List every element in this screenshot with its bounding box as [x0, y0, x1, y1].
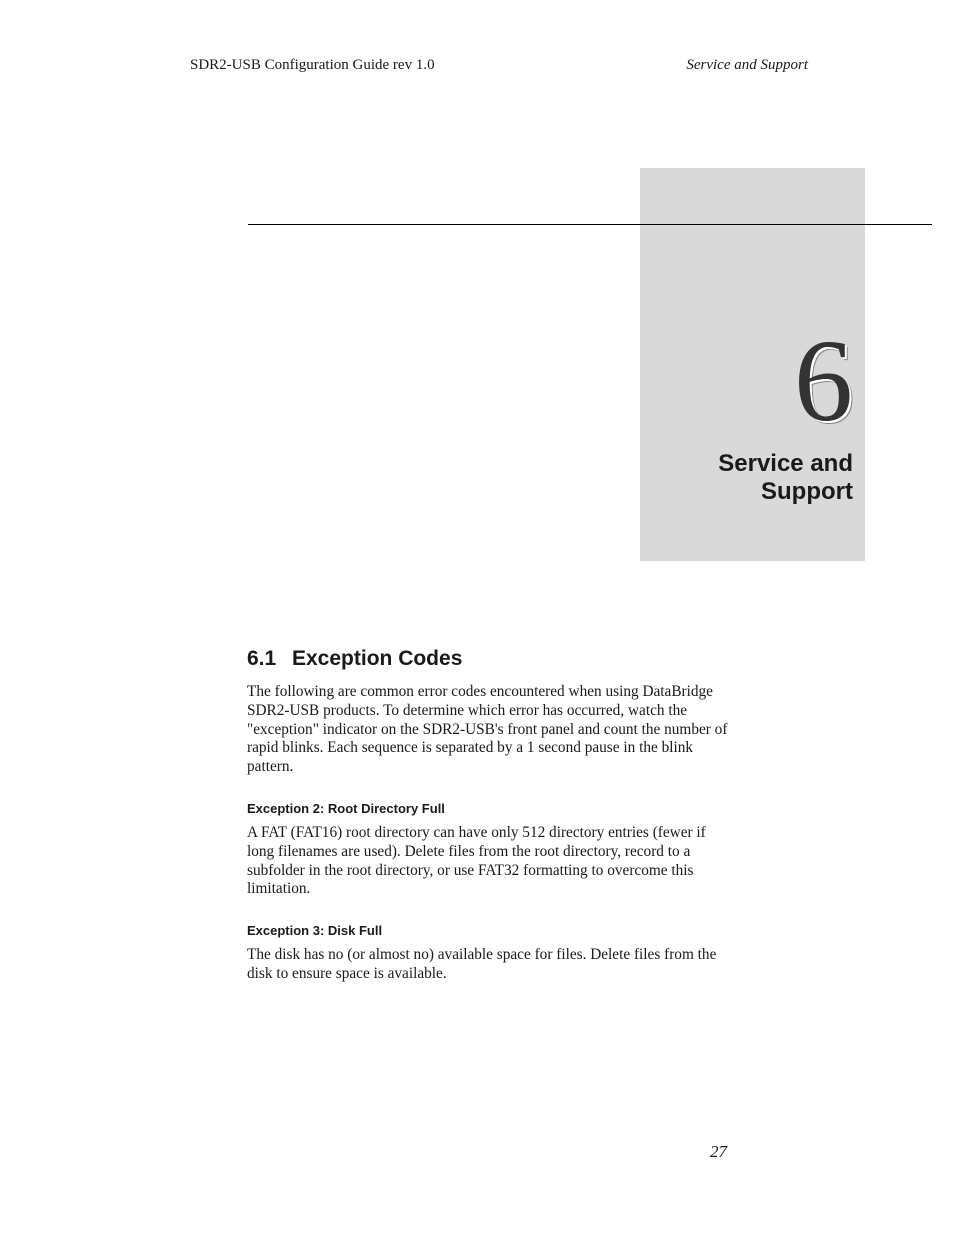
section-number: 6.1	[247, 647, 277, 670]
chapter-number: 6	[794, 315, 853, 446]
exception-text: A FAT (FAT16) root directory can have only 512 directory entries (fewer if long filenames are used). Delete files from the root directory, record to a subfolder in the root directory, or use FAT32 formatting to overcome this limitation.	[247, 823, 706, 898]
running-header-title: SDR2-USB Configuration Guide rev 1.0	[190, 57, 435, 73]
section-heading	[247, 644, 733, 674]
running-header-chapter: Service and Support	[686, 57, 808, 73]
chapter-title	[633, 450, 853, 506]
chapter-title-line-1: Service and	[718, 450, 853, 477]
exception-heading: Exception 3: Disk Full	[247, 923, 383, 939]
chapter-title-line-2: Support	[761, 478, 853, 505]
section-title: Exception Codes	[292, 647, 463, 670]
chapter-divider	[248, 224, 932, 225]
section-intro: The following are common error codes encountered when using DataBridge SDR2-USB products. To determine which error has occurred, watch the "exception" indicator on the SDR2-USB's front panel and count the number of rapid blinks. Each sequence is separated by a 1 second pause in the blink pattern.	[247, 683, 728, 776]
exception-heading: Exception 2: Root Directory Full	[247, 800, 445, 816]
exception-text: The disk has no (or almost no) available space for files. Delete files from the disk to ensure space is available.	[247, 946, 717, 982]
page-number: 27	[710, 1142, 727, 1161]
main-content	[247, 644, 733, 984]
